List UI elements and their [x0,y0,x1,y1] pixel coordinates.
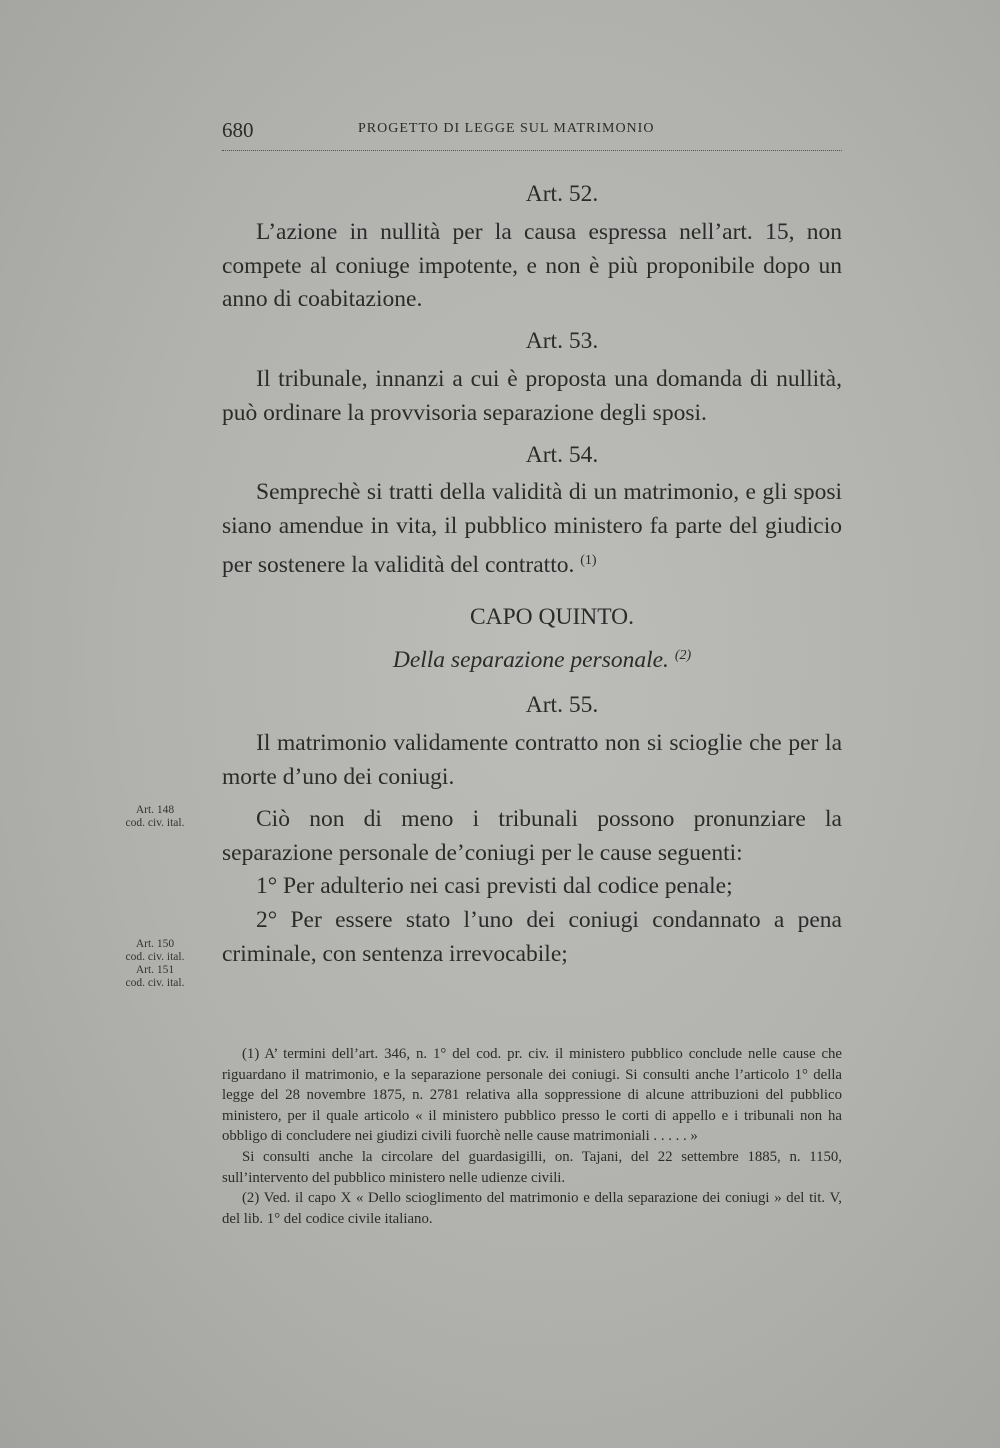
footnotes [222,1044,842,1229]
margin-note-line: cod. civ. ital. [125,951,185,963]
article-54-paragraph [222,476,842,582]
margin-note-line: Art. 148 [135,804,175,816]
page-number: 680 [222,118,254,142]
footnote-1: (1) A’ termini dell’art. 346, n. 1° del cod. pr. civ. il ministero pubblico conclude nelle cause che riguardano il matrimonio, e la separazione personale dei coniugi. Si consulti anche l’articolo 1° della legge del 28 novembre 1875, n. 2781 relativa alla soppressione di alcune attribuzioni del pubblico ministero, per il quale articolo « il ministero pubblico presso le corti di appello e i tribunali non ha obbligo di concludere nei giudizi civili fuorchè nelle cause matrimoniali . . . . . » [222,1046,842,1145]
margin-note-art-150-151 [100,938,210,990]
running-title: PROGETTO DI LEGGE SUL MATRIMONIO [358,121,655,136]
chapter-subtitle: Della separazione personale. [392,646,669,673]
article-55-text-2: Ciò non di meno i tribunali possono pronunziare la separazione personale de’coniugi per le cause seguenti: [222,805,842,866]
article-55-heading: Art. 55. [525,692,599,719]
article-52-text: L’azione in nullità per la causa espressa nell’art. 15, non compete al coniuge impotente, e non è più proponibile dopo un anno di coabitazione. [222,218,842,313]
article-55-item-2: 2° Per essere stato l’uno dei coniugi condannato a pena criminale, con sentenza irrevocabile; [222,907,842,967]
chapter-subtitle-line [222,639,842,678]
footnote-ref-1: (1) [580,552,597,568]
chapter-title: CAPO QUINTO. [469,603,635,630]
margin-note-line: Art. 151 [135,964,175,976]
article-55-item-1: 1° Per adulterio nei casi previsti dal codice penale; [256,873,733,900]
article-52-heading: Art. 52. [525,181,599,207]
footnote-1-continuation: Si consulti anche la circolare del guardasigilli, on. Tajani, del 22 settembre 1885, n. 1150, sull’intervento del pubblico ministero nelle udienze civili. [222,1148,842,1186]
footnote-ref-2: (2) [674,647,692,663]
separation-causes [222,803,842,972]
margin-note-line: Art. 150 [135,938,175,950]
footnote-2: (2) Ved. il capo X « Dello scioglimento del matrimonio e della separazione dei coniugi » del tit. V, del lib. 1° del codice civile italiano. [222,1190,842,1227]
article-54-heading: Art. 54. [525,441,599,468]
article-53-heading: Art. 53. [525,328,599,355]
article-55-text-1: Il matrimonio validamente contratto non si scioglie che per la morte d’uno dei coniugi. [222,730,842,790]
margin-note-line: cod. civ. ital. [125,817,185,829]
article-54-text: Semprechè si tratti della validità di un matrimonio, e gli sposi siano amendue in vita, il pubblico ministero fa parte del giudicio per sostenere la validità del contratto. [222,479,842,578]
margin-note-line: cod. civ. ital. [125,977,185,989]
main-text [222,178,842,972]
margin-note-art-148 [100,804,210,830]
article-53-text: Il tribunale, innanzi a cui è proposta una domanda di nullità, può ordinare la provvisoria separazione degli sposi. [222,365,842,426]
page-header [222,118,842,151]
